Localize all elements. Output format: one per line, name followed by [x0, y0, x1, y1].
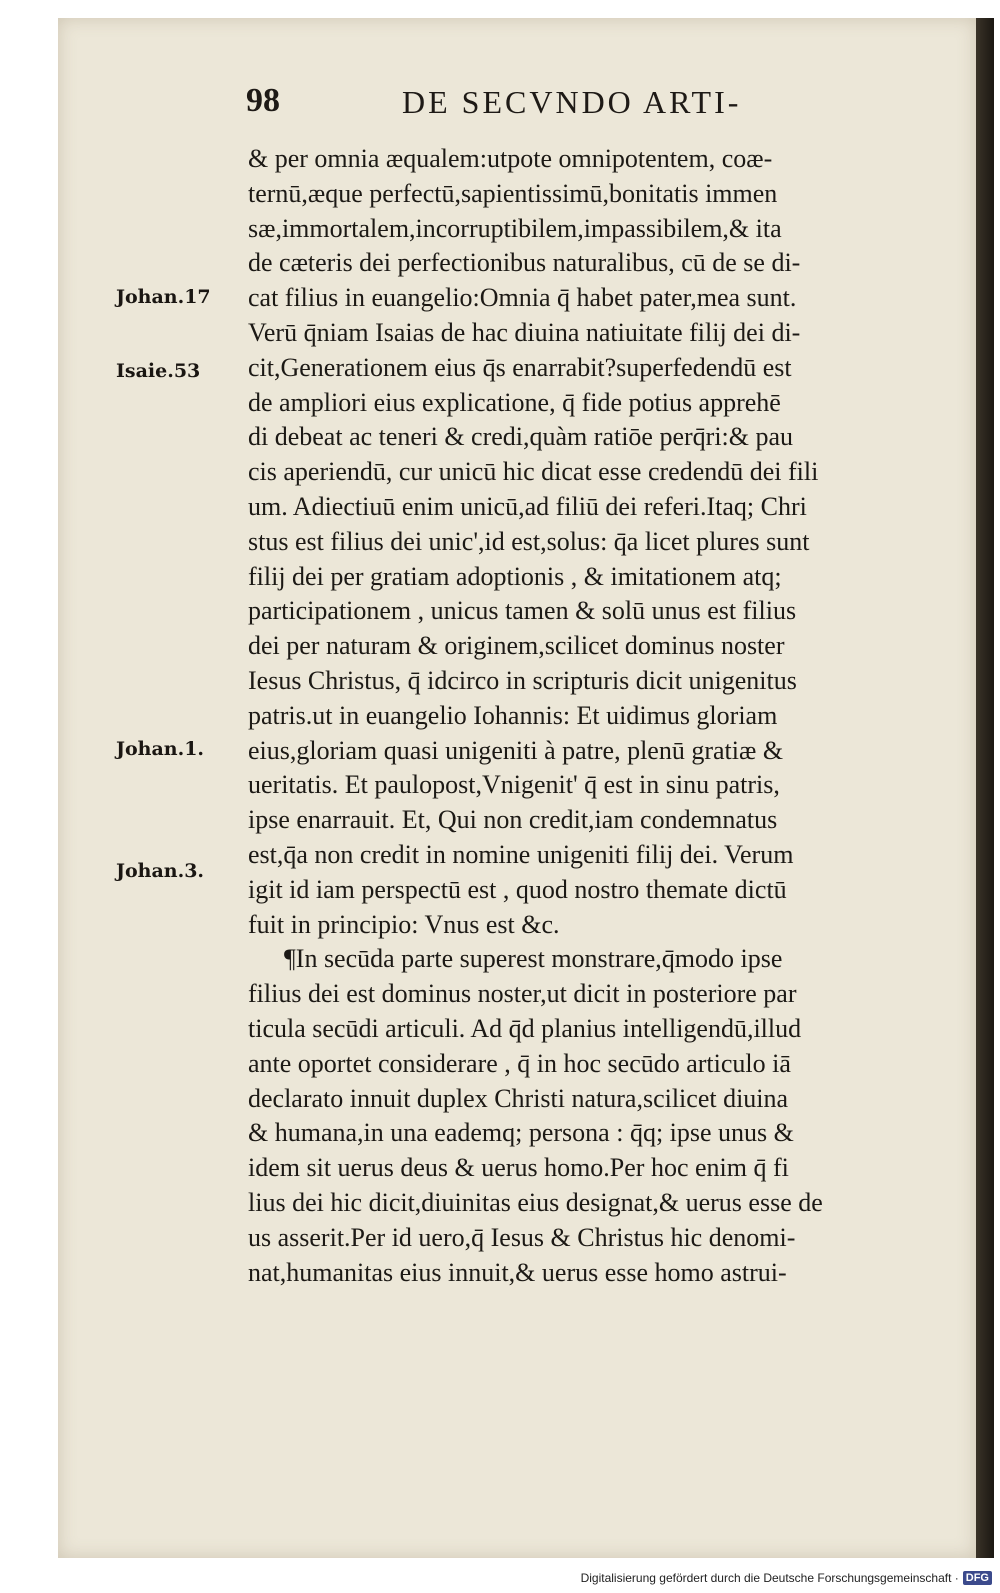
margin-note: Johan.3.: [116, 860, 205, 882]
text-line: ternū,æque perfectū,sapientissimū,bonitatis immen: [248, 178, 778, 208]
footer-credit: Digitalisierung gefördert durch die Deutsche Forschungsgemeinschaft ·: [580, 1571, 959, 1585]
text-line: idem sit uerus deus & uerus homo.Per hoc enim q̄ fi: [248, 1153, 789, 1183]
text-line: de cæteris dei perfectionibus naturalibus, cū de se di-: [248, 248, 801, 278]
running-title: DE SECVNDO ARTI-: [402, 84, 742, 120]
text-line: dei per naturam & originem,scilicet dominus noster: [248, 631, 785, 661]
margin-note: Johan.17: [116, 286, 211, 308]
text-line: ticula secūdi articuli. Ad q̄d planius intelligendū,illud: [248, 1013, 802, 1043]
dfg-logo: DFG: [963, 1571, 992, 1585]
page-header: [246, 82, 946, 128]
text-line: eius,gloriam quasi unigeniti à patre, plenū gratiæ &: [248, 735, 784, 765]
text-line: Verū q̄niam Isaias de hac diuina natiuitate filij dei di-: [248, 317, 801, 347]
text-line: stus est filius dei unic',id est,solus: q̄a licet plures sunt: [248, 526, 810, 556]
page-number: 98: [246, 82, 280, 119]
text-line: & per omnia æqualem:utpote omnipotentem, coæ-: [248, 144, 773, 173]
margin-note: Isaie.53: [116, 360, 201, 382]
text-line: us asserit.Per id uero,q̄ Iesus & Christus hic denomi-: [248, 1222, 796, 1252]
text-line: est,q̄a non credit in nomine unigeniti filij dei. Verum: [248, 839, 794, 869]
text-line: sæ,immortalem,incorruptibilem,impassibilem,& ita: [248, 213, 782, 243]
text-line: cat filius in euangelio:Omnia q̄ habet pater,mea sunt.: [248, 283, 797, 313]
text-line: & humana,in una eademq; persona : q̄q; ipse unus &: [248, 1118, 794, 1148]
text-line: lius dei hic dicit,diuinitas eius designat,& uerus esse de: [248, 1187, 823, 1217]
text-line: declarato innuit duplex Christi natura,scilicet diuina: [248, 1083, 789, 1113]
text-line: ueritatis. Et paulopost,Vnigenit' q̄ est in sinu patris,: [248, 770, 780, 800]
text-line: participationem , unicus tamen & solū unus est filius: [248, 596, 797, 626]
digitization-footer: [581, 1567, 992, 1589]
text-line: um. Adiectiuū enim unicū,ad filiū dei referi.Itaq; Chri: [248, 491, 807, 521]
text-line: cis aperiendū, cur unicū hic dicat esse credendū dei fili: [248, 457, 819, 487]
text-line: filij dei per gratiam adoptionis , & imitationem atq;: [248, 561, 782, 591]
text-line: de ampliori eius explicatione, q̄ fide potius apprehē: [248, 387, 781, 417]
page-edge: [976, 18, 994, 1558]
text-line: nat,humanitas eius innuit,& uerus esse homo astrui-: [248, 1257, 787, 1287]
text-line: filius dei est dominus noster,ut dicit in posteriore par: [248, 979, 797, 1009]
text-line: patris.ut in euangelio Iohannis: Et uidimus gloriam: [248, 700, 778, 730]
text-line: fuit in principio: Vnus est &c.: [248, 909, 560, 939]
text-line: cit,Generationem eius q̄s enarrabit?superfedendū est: [248, 352, 792, 382]
text-line: ipse enarrauit. Et, Qui non credit,iam condemnatus: [248, 805, 778, 835]
text-line: Iesus Christus, q̄ idcirco in scripturis dicit unigenitus: [248, 665, 797, 695]
text-line: ante oportet considerare , q̄ in hoc secūdo articulo iā: [248, 1048, 791, 1078]
text-line: di debeat ac teneri & credi,quàm ratiōe perq̄ri:& pau: [248, 422, 794, 452]
margin-note: Johan.1.: [116, 738, 205, 760]
paragraph-start-line: ¶In secūda parte superest monstrare,q̄modo ipse: [284, 944, 783, 974]
text-line: igit id iam perspectū est , quod nostro themate dictū: [248, 874, 787, 904]
body-text: [248, 142, 954, 1290]
